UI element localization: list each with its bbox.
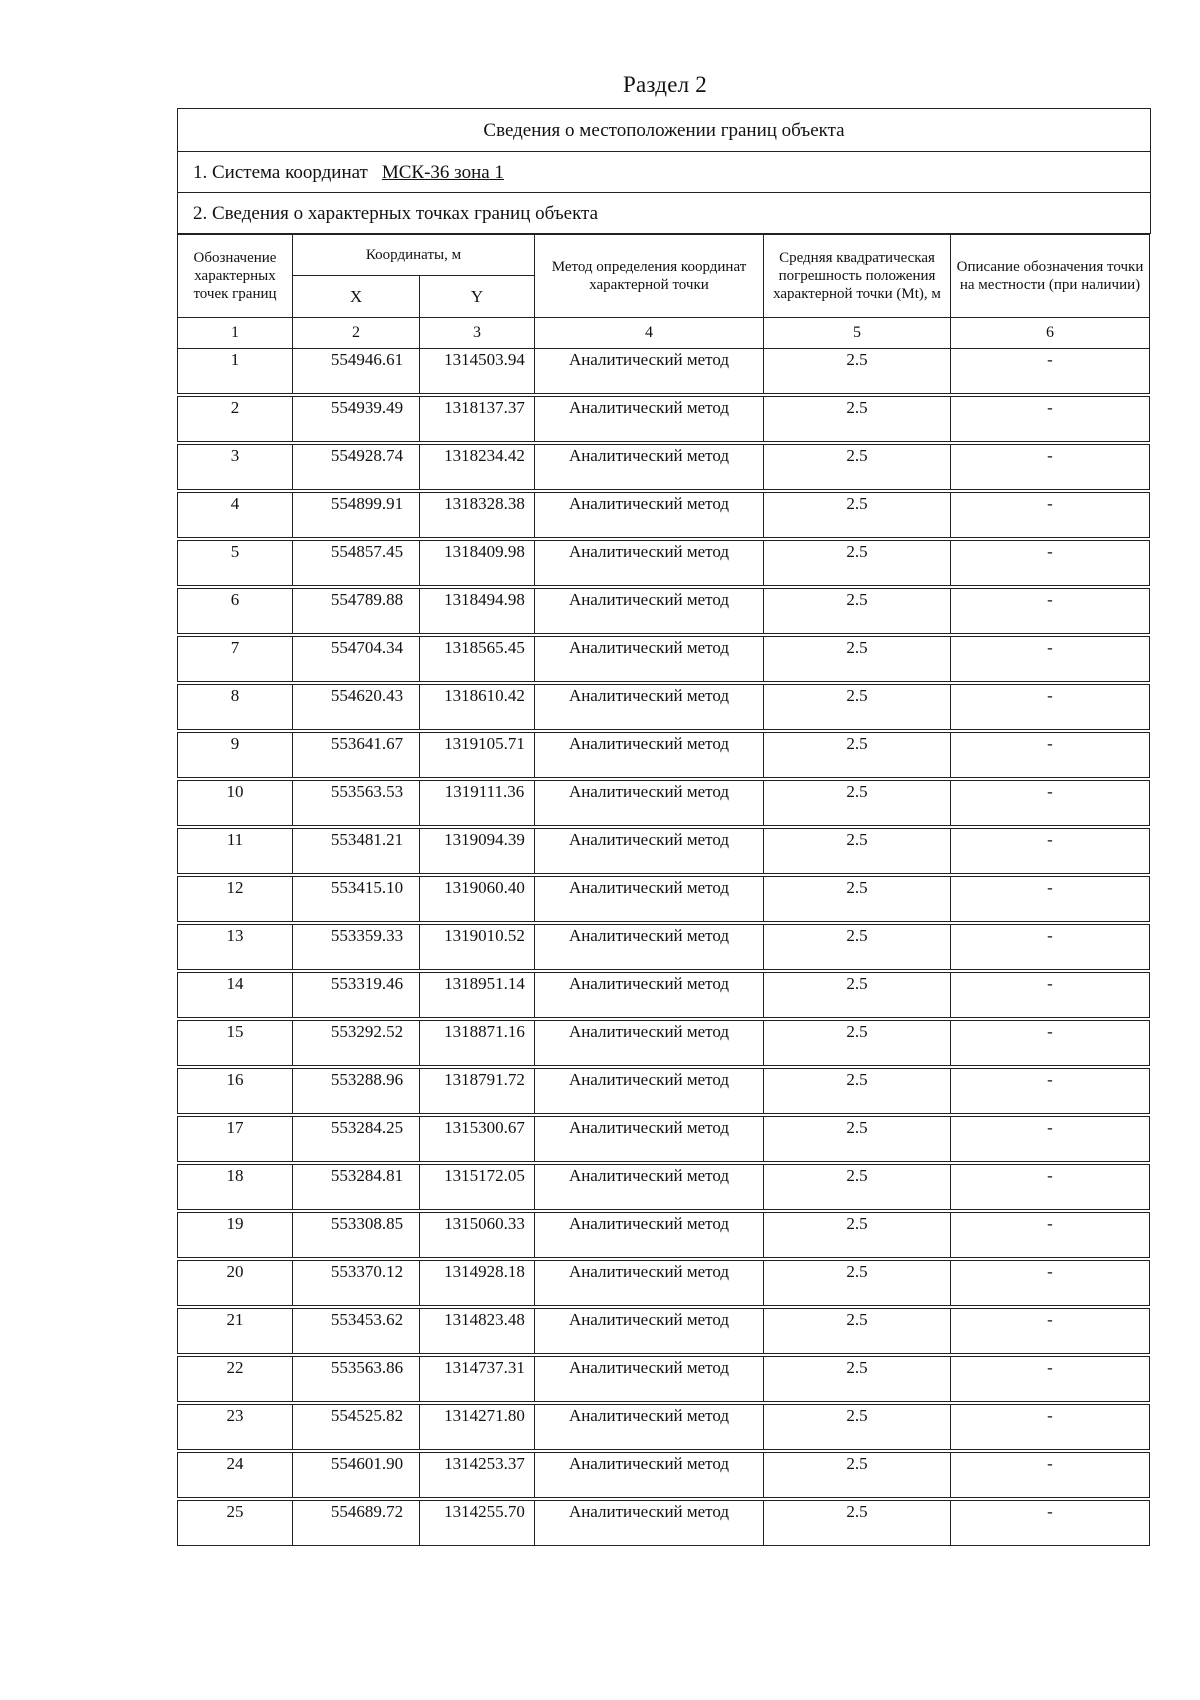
accuracy-value: 2.5 [764, 635, 951, 683]
point-number: 4 [178, 491, 293, 539]
method-value: Аналитический метод [535, 443, 764, 491]
coordinate-y: 1318409.98 [420, 539, 535, 587]
table-row [178, 1307, 1150, 1355]
point-number: 12 [178, 875, 293, 923]
table-row [178, 491, 1150, 539]
coordinate-y: 1314823.48 [420, 1307, 535, 1355]
coordinate-y: 1314253.37 [420, 1451, 535, 1499]
coordinate-system-value: МСК-36 зона 1 [381, 162, 504, 183]
coordinate-x: 553288.96 [293, 1067, 420, 1115]
accuracy-value: 2.5 [764, 1163, 951, 1211]
coordinate-y: 1318328.38 [420, 491, 535, 539]
description-value: - [951, 1403, 1150, 1451]
description-value: - [951, 1211, 1150, 1259]
column-number: 4 [535, 318, 764, 349]
accuracy-value: 2.5 [764, 1451, 951, 1499]
coordinate-y: 1318565.45 [420, 635, 535, 683]
coordinate-y: 1319094.39 [420, 827, 535, 875]
method-value: Аналитический метод [535, 539, 764, 587]
method-value: Аналитический метод [535, 491, 764, 539]
coordinate-x: 553284.81 [293, 1163, 420, 1211]
point-number: 24 [178, 1451, 293, 1499]
description-value: - [951, 539, 1150, 587]
box-heading: Сведения о местоположении границ объекта [178, 109, 1150, 152]
coordinate-y: 1318137.37 [420, 395, 535, 443]
description-value: - [951, 1067, 1150, 1115]
table-row [178, 539, 1150, 587]
accuracy-value: 2.5 [764, 875, 951, 923]
method-value: Аналитический метод [535, 395, 764, 443]
accuracy-value: 2.5 [764, 1499, 951, 1546]
description-value: - [951, 1355, 1150, 1403]
coordinate-y: 1315172.05 [420, 1163, 535, 1211]
accuracy-value: 2.5 [764, 683, 951, 731]
table-row [178, 1451, 1150, 1499]
method-value: Аналитический метод [535, 1403, 764, 1451]
coordinate-x: 554601.90 [293, 1451, 420, 1499]
header-designation: Обозначение характерных точек границ [178, 235, 293, 318]
point-number: 23 [178, 1403, 293, 1451]
accuracy-value: 2.5 [764, 1259, 951, 1307]
coordinate-x: 553641.67 [293, 731, 420, 779]
point-number: 10 [178, 779, 293, 827]
method-value: Аналитический метод [535, 1115, 764, 1163]
header-x: X [293, 276, 420, 318]
coordinate-y: 1318234.42 [420, 443, 535, 491]
table-row [178, 1115, 1150, 1163]
table-row [178, 1355, 1150, 1403]
method-value: Аналитический метод [535, 1163, 764, 1211]
method-value: Аналитический метод [535, 779, 764, 827]
point-number: 2 [178, 395, 293, 443]
coordinate-x: 553481.21 [293, 827, 420, 875]
description-value: - [951, 971, 1150, 1019]
point-number: 6 [178, 587, 293, 635]
coordinate-y: 1319105.71 [420, 731, 535, 779]
table-row [178, 395, 1150, 443]
point-number: 20 [178, 1259, 293, 1307]
points-heading: 2. Сведения о характерных точках границ объекта [178, 193, 1150, 234]
coordinate-x: 553284.25 [293, 1115, 420, 1163]
coordinate-y: 1314928.18 [420, 1259, 535, 1307]
method-value: Аналитический метод [535, 1019, 764, 1067]
method-value: Аналитический метод [535, 1451, 764, 1499]
point-number: 11 [178, 827, 293, 875]
table-row [178, 731, 1150, 779]
coordinate-x: 553308.85 [293, 1211, 420, 1259]
point-number: 25 [178, 1499, 293, 1546]
method-value: Аналитический метод [535, 1067, 764, 1115]
point-number: 5 [178, 539, 293, 587]
method-value: Аналитический метод [535, 875, 764, 923]
method-value: Аналитический метод [535, 923, 764, 971]
coordinate-system-label: 1. Система координат [193, 162, 368, 183]
table-row [178, 1019, 1150, 1067]
table-row [178, 1163, 1150, 1211]
coordinate-y: 1314255.70 [420, 1499, 535, 1546]
coordinate-x: 554928.74 [293, 443, 420, 491]
coordinate-x: 553359.33 [293, 923, 420, 971]
point-number: 17 [178, 1115, 293, 1163]
description-value: - [951, 1019, 1150, 1067]
coordinate-y: 1319010.52 [420, 923, 535, 971]
column-number: 6 [951, 318, 1150, 349]
accuracy-value: 2.5 [764, 443, 951, 491]
point-number: 14 [178, 971, 293, 1019]
table-row [178, 349, 1150, 396]
coordinate-x: 553563.53 [293, 779, 420, 827]
accuracy-value: 2.5 [764, 395, 951, 443]
accuracy-value: 2.5 [764, 1307, 951, 1355]
method-value: Аналитический метод [535, 731, 764, 779]
coordinate-y: 1315060.33 [420, 1211, 535, 1259]
column-number: 5 [764, 318, 951, 349]
table-row [178, 443, 1150, 491]
column-number: 3 [420, 318, 535, 349]
method-value: Аналитический метод [535, 1499, 764, 1546]
accuracy-value: 2.5 [764, 1403, 951, 1451]
coordinate-x: 553319.46 [293, 971, 420, 1019]
coordinate-y: 1318791.72 [420, 1067, 535, 1115]
table-row [178, 635, 1150, 683]
coordinate-x: 554704.34 [293, 635, 420, 683]
coordinate-system-row [178, 152, 1150, 193]
coordinate-x: 554939.49 [293, 395, 420, 443]
column-number: 2 [293, 318, 420, 349]
table-row [178, 779, 1150, 827]
point-number: 22 [178, 1355, 293, 1403]
coordinate-x: 553453.62 [293, 1307, 420, 1355]
point-number: 16 [178, 1067, 293, 1115]
coordinate-y: 1319060.40 [420, 875, 535, 923]
section-title: Раздел 2 [623, 72, 707, 97]
point-number: 8 [178, 683, 293, 731]
table-row [178, 1259, 1150, 1307]
coordinate-x: 554525.82 [293, 1403, 420, 1451]
header-coordinates: Координаты, м [293, 235, 535, 276]
accuracy-value: 2.5 [764, 587, 951, 635]
column-number: 1 [178, 318, 293, 349]
coordinate-y: 1315300.67 [420, 1115, 535, 1163]
point-number: 1 [178, 349, 293, 396]
description-value: - [951, 1307, 1150, 1355]
column-numbers-row [178, 318, 1150, 349]
coordinate-y: 1314271.80 [420, 1403, 535, 1451]
description-value: - [951, 779, 1150, 827]
table-row [178, 1211, 1150, 1259]
coordinate-y: 1319111.36 [420, 779, 535, 827]
point-number: 19 [178, 1211, 293, 1259]
description-value: - [951, 443, 1150, 491]
description-value: - [951, 731, 1150, 779]
description-value: - [951, 1499, 1150, 1546]
header-accuracy: Средняя квадратическая погрешность положения характерной точки (Mt), м [764, 235, 951, 318]
accuracy-value: 2.5 [764, 731, 951, 779]
boundary-info-box [177, 108, 1151, 234]
table-row [178, 1403, 1150, 1451]
description-value: - [951, 491, 1150, 539]
description-value: - [951, 587, 1150, 635]
description-value: - [951, 923, 1150, 971]
table-row [178, 875, 1150, 923]
coordinate-x: 554789.88 [293, 587, 420, 635]
header-method: Метод определения координат характерной точки [535, 235, 764, 318]
method-value: Аналитический метод [535, 1211, 764, 1259]
header-description: Описание обозначения точки на местности (при наличии) [951, 235, 1150, 318]
coordinate-y: 1318494.98 [420, 587, 535, 635]
description-value: - [951, 1451, 1150, 1499]
description-value: - [951, 683, 1150, 731]
accuracy-value: 2.5 [764, 1355, 951, 1403]
coordinate-x: 554899.91 [293, 491, 420, 539]
accuracy-value: 2.5 [764, 971, 951, 1019]
coordinate-y: 1318871.16 [420, 1019, 535, 1067]
method-value: Аналитический метод [535, 349, 764, 396]
coordinate-y: 1318610.42 [420, 683, 535, 731]
coordinate-x: 553370.12 [293, 1259, 420, 1307]
accuracy-value: 2.5 [764, 1211, 951, 1259]
point-number: 7 [178, 635, 293, 683]
table-row [178, 587, 1150, 635]
accuracy-value: 2.5 [764, 1115, 951, 1163]
point-number: 13 [178, 923, 293, 971]
method-value: Аналитический метод [535, 587, 764, 635]
method-value: Аналитический метод [535, 1307, 764, 1355]
accuracy-value: 2.5 [764, 779, 951, 827]
coordinate-x: 553292.52 [293, 1019, 420, 1067]
accuracy-value: 2.5 [764, 491, 951, 539]
method-value: Аналитический метод [535, 1355, 764, 1403]
coordinate-y: 1314503.94 [420, 349, 535, 396]
description-value: - [951, 1163, 1150, 1211]
coordinate-x: 554689.72 [293, 1499, 420, 1546]
description-value: - [951, 1115, 1150, 1163]
description-value: - [951, 349, 1150, 396]
table-row [178, 1499, 1150, 1546]
accuracy-value: 2.5 [764, 1067, 951, 1115]
coordinate-x: 554857.45 [293, 539, 420, 587]
coordinate-y: 1318951.14 [420, 971, 535, 1019]
method-value: Аналитический метод [535, 1259, 764, 1307]
description-value: - [951, 635, 1150, 683]
points-table [177, 234, 1150, 1546]
table-row [178, 971, 1150, 1019]
header-y: Y [420, 276, 535, 318]
point-number: 15 [178, 1019, 293, 1067]
coordinate-x: 553415.10 [293, 875, 420, 923]
points-table-body [178, 349, 1150, 1546]
accuracy-value: 2.5 [764, 349, 951, 396]
coordinate-y: 1314737.31 [420, 1355, 535, 1403]
point-number: 18 [178, 1163, 293, 1211]
coordinate-x: 553563.86 [293, 1355, 420, 1403]
description-value: - [951, 395, 1150, 443]
coordinate-x: 554620.43 [293, 683, 420, 731]
accuracy-value: 2.5 [764, 827, 951, 875]
method-value: Аналитический метод [535, 635, 764, 683]
point-number: 9 [178, 731, 293, 779]
method-value: Аналитический метод [535, 683, 764, 731]
accuracy-value: 2.5 [764, 1019, 951, 1067]
coordinate-x: 554946.61 [293, 349, 420, 396]
accuracy-value: 2.5 [764, 539, 951, 587]
method-value: Аналитический метод [535, 971, 764, 1019]
description-value: - [951, 1259, 1150, 1307]
table-row [178, 1067, 1150, 1115]
points-table-header [178, 235, 1150, 349]
description-value: - [951, 827, 1150, 875]
point-number: 21 [178, 1307, 293, 1355]
table-row [178, 827, 1150, 875]
table-row [178, 923, 1150, 971]
method-value: Аналитический метод [535, 827, 764, 875]
point-number: 3 [178, 443, 293, 491]
description-value: - [951, 875, 1150, 923]
accuracy-value: 2.5 [764, 923, 951, 971]
table-row [178, 683, 1150, 731]
